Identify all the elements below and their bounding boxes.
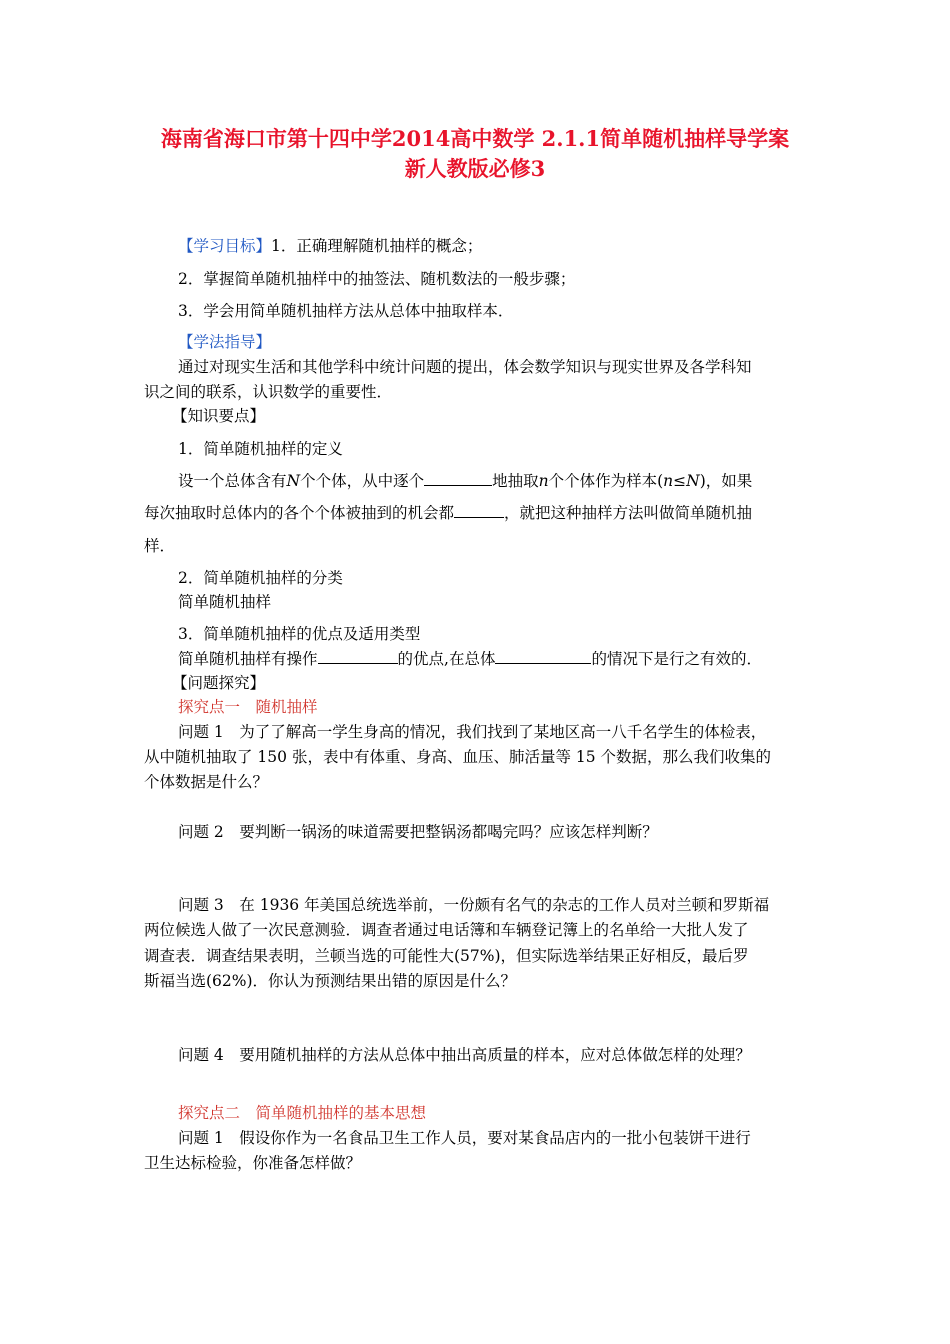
knowledge-label: 【知识要点】 — [172, 407, 266, 425]
guide-line1: 通过对现实生活和其他学科中统计问题的提出，体会数学知识与现实世界及各学科知 — [178, 358, 752, 376]
fill-blank[interactable] — [318, 649, 398, 664]
guide-line2: 识之间的联系，认识数学的重要性． — [144, 383, 393, 401]
fill-blank[interactable] — [454, 503, 504, 518]
definition-line2: 每次抽取时总体内的各个个体被抽到的机会都 ，就把这种抽样方法叫做简单随机抽 — [144, 504, 753, 522]
advantages-line: 简单随机抽样有操作 的优点,在总体 的情况下是行之有效的． — [178, 650, 762, 668]
explore-point1-heading: 探究点一 随机抽样 — [178, 698, 318, 716]
goals-item3: 3．学会用简单随机抽样方法从总体中抽取样本． — [178, 302, 514, 320]
definition-line1: 设一个总体含有N个个体，从中逐个 地抽取n个个体作为样本(n≤N)，如果 — [178, 472, 753, 490]
fill-blank[interactable] — [424, 471, 492, 486]
p1-question2: 问题 2 要判断一锅汤的味道需要把整锅汤都喝完吗？应该怎样判断？ — [178, 823, 658, 841]
definition-line3: 样． — [144, 537, 176, 555]
p1-question4: 问题 4 要用随机抽样的方法从总体中抽出高质量的样本，应对总体做怎样的处理？ — [178, 1046, 751, 1064]
p1-question3-line4: 斯福当选(62%)．你认为预测结果出错的原因是什么？ — [144, 972, 517, 990]
definition-heading: 1．简单随机抽样的定义 — [178, 440, 343, 458]
p1-question3-line2: 两位候选人做了一次民意测验．调查者通过电话簿和车辆登记簿上的名单给一大批人发了 — [144, 921, 749, 939]
p1-question1-line2: 从中随机抽取了 150 张，表中有体重、身高、血压、肺活量等 15 个数据，那么我们收集的 — [144, 748, 772, 766]
advantages-heading: 3．简单随机抽样的优点及适用类型 — [178, 625, 421, 643]
goals-line1 — [178, 234, 482, 256]
fill-blank[interactable] — [495, 649, 591, 664]
page-subtitle: 新人教版必修3 — [404, 156, 546, 181]
goals-label: 【学习目标】 — [178, 237, 272, 255]
p1-question3-line3: 调查表．调查结果表明，兰顿当选的可能性大(57%)，但实际选举结果正好相反，最后罗 — [144, 947, 749, 965]
p1-question1-line1: 问题 1 为了了解高一学生身高的情况，我们找到了某地区高一八千名学生的体检表， — [178, 723, 767, 741]
goals-item2: 2．掌握简单随机抽样中的抽签法、随机数法的一般步骤； — [178, 270, 576, 288]
goals-item1: 1．正确理解随机抽样的概念； — [271, 237, 483, 255]
guide-label: 【学法指导】 — [178, 333, 272, 351]
p2-question1-line2: 卫生达标检验，你准备怎样做？ — [144, 1154, 362, 1172]
p1-question1-line3: 个体数据是什么？ — [144, 773, 269, 791]
p1-question3-line1: 问题 3 在 1936 年美国总统选举前，一份颇有名气的杂志的工作人员对兰顿和罗斯福 — [178, 896, 770, 914]
explore-point2-heading: 探究点二 简单随机抽样的基本思想 — [178, 1104, 427, 1122]
page-title: 海南省海口市第十四中学2014高中数学 2.1.1简单随机抽样导学案 — [160, 126, 790, 151]
classification-line1: 简单随机抽样 — [178, 593, 272, 611]
p2-question1-line1: 问题 1 假设你作为一名食品卫生工作人员，要对某食品店内的一批小包装饼干进行 — [178, 1129, 751, 1147]
classification-heading: 2．简单随机抽样的分类 — [178, 569, 343, 587]
explore-label: 【问题探究】 — [172, 674, 266, 692]
